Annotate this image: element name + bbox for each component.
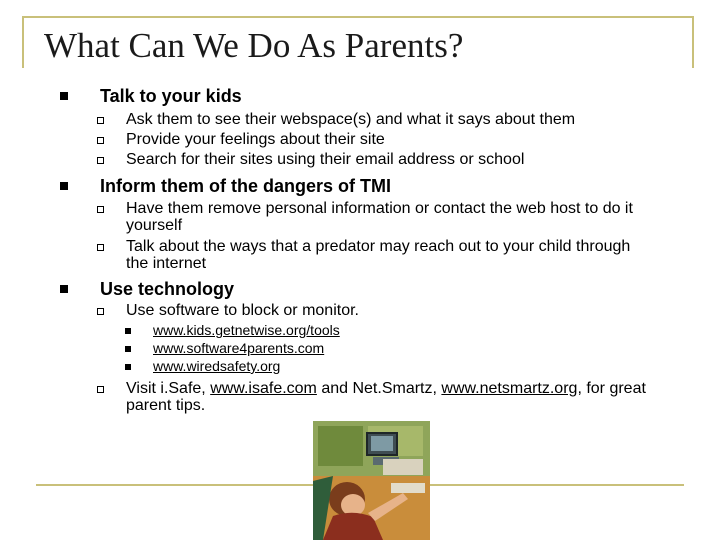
bullet-small-square-icon <box>125 346 131 352</box>
tips-middle: and Net.Smartz, <box>316 380 442 397</box>
list-item-tips <box>126 380 666 414</box>
bullet-hollow-square-icon <box>97 117 104 124</box>
child-at-computer-illustration <box>313 421 430 540</box>
link-netsmartz[interactable]: www.netsmartz.org <box>441 380 578 397</box>
bullet-small-square-icon <box>125 364 131 370</box>
bullet-hollow-square-icon <box>97 244 104 251</box>
bullet-hollow-square-icon <box>97 308 104 315</box>
bullet-hollow-square-icon <box>97 386 104 393</box>
bullet-hollow-square-icon <box>97 157 104 164</box>
section-heading-talk: Talk to your kids <box>100 86 242 106</box>
link-text[interactable]: www.kids.getnetwise.org/tools <box>153 322 340 338</box>
link-wiredsafety[interactable] <box>153 358 280 374</box>
bullet-hollow-square-icon <box>97 137 104 144</box>
left-rule <box>22 16 24 68</box>
section-heading-inform: Inform them of the dangers of TMI <box>100 176 391 196</box>
bullet-square-icon <box>60 182 68 190</box>
list-item: Have them remove personal information or contact the web host to do it yourself <box>126 200 633 234</box>
list-item: Provide your feelings about their site <box>126 131 385 148</box>
link-software4parents[interactable] <box>153 340 324 356</box>
bullet-square-icon <box>60 92 68 100</box>
list-item: Use software to block or monitor. <box>126 302 359 319</box>
right-rule <box>692 16 694 68</box>
section-heading-technology: Use technology <box>100 279 235 299</box>
link-isafe[interactable]: www.isafe.com <box>210 380 317 397</box>
list-item: Talk about the ways that a predator may reach out to your child through the internet <box>126 238 631 272</box>
child-at-computer-icon <box>313 421 430 540</box>
tips-suffix: , for great parent tips. <box>126 380 646 414</box>
list-item: Ask them to see their webspace(s) and what it says about them <box>126 111 576 128</box>
bullet-hollow-square-icon <box>97 206 104 213</box>
tips-prefix: Visit i.Safe, <box>126 380 211 397</box>
bullet-square-icon <box>60 285 68 293</box>
bullet-small-square-icon <box>125 328 131 334</box>
list-item: Search for their sites using their email address or school <box>126 151 525 168</box>
slide-title: What Can We Do As Parents? <box>44 26 464 65</box>
link-getnetwise[interactable] <box>153 322 340 338</box>
top-rule <box>22 16 694 18</box>
link-text[interactable]: www.software4parents.com <box>153 340 325 356</box>
link-text[interactable]: www.wiredsafety.org <box>153 358 281 374</box>
